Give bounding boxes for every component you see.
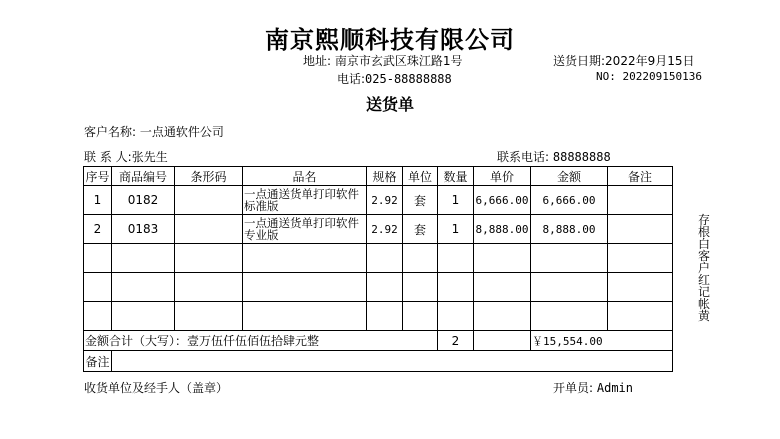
cell-quantity: 1 xyxy=(438,186,474,215)
cell-product-code: 0183 xyxy=(112,215,175,244)
table-row-empty xyxy=(84,302,673,331)
header-amount: 金额 xyxy=(531,167,608,186)
total-amount-in-words: 金额合计（大写）：壹万伍仟伍佰伍拾肆元整 xyxy=(84,331,438,351)
cell-index: 2 xyxy=(84,215,112,244)
cell-unit: 套 xyxy=(403,215,438,244)
cell-unit-price: 8,888.00 xyxy=(474,215,531,244)
header-quantity: 数量 xyxy=(438,167,474,186)
cell-spec: 2.92 xyxy=(367,215,403,244)
cell-amount: 6,666.00 xyxy=(531,186,608,215)
address-label: 地址: xyxy=(303,54,332,68)
total-amount: ￥15,554.00 xyxy=(531,331,673,351)
cell-amount: 8,888.00 xyxy=(531,215,608,244)
order-number-label: NO: xyxy=(596,70,616,83)
phone-line xyxy=(337,70,452,87)
issuer-line xyxy=(553,379,633,396)
table-row xyxy=(84,215,673,244)
cell-product-code: 0182 xyxy=(112,186,175,215)
cell-remark xyxy=(608,186,673,215)
cell-unit: 套 xyxy=(403,186,438,215)
header-barcode: 条形码 xyxy=(175,167,243,186)
contact-value: 张先生 xyxy=(131,150,168,164)
cell-remark xyxy=(608,215,673,244)
header-product-name: 品名 xyxy=(243,167,367,186)
receiver-signature-label: 收货单位及经手人（盖章） xyxy=(84,381,229,395)
remark-value xyxy=(112,351,673,372)
issuer-value: Admin xyxy=(596,381,633,395)
cell-product-name: 一点通送货单打印软件标准版 xyxy=(243,186,367,215)
customer-name-label: 客户名称: xyxy=(84,125,137,139)
cell-barcode xyxy=(175,215,243,244)
cell-spec: 2.92 xyxy=(367,186,403,215)
total-row xyxy=(84,331,673,351)
contact-phone-line xyxy=(497,148,611,165)
cell-index: 1 xyxy=(84,186,112,215)
cell-quantity: 1 xyxy=(438,215,474,244)
header-index: 序号 xyxy=(84,167,112,186)
header-spec: 规格 xyxy=(367,167,403,186)
issuer-label: 开单员: xyxy=(553,381,594,395)
header-remark: 备注 xyxy=(608,167,673,186)
order-number-value: 202209150136 xyxy=(622,70,702,83)
cell-product-name: 一点通送货单打印软件专业版 xyxy=(243,215,367,244)
remark-label: 备注 xyxy=(84,351,112,372)
contact-label: 联 系 人: xyxy=(84,150,132,164)
table-header-row xyxy=(84,167,673,186)
cell-barcode xyxy=(175,186,243,215)
copy-distribution-note: 存根白客户红记帐黄 xyxy=(697,213,710,323)
customer-name-line xyxy=(84,123,224,140)
total-quantity: 2 xyxy=(438,331,474,351)
header-product-code: 商品编号 xyxy=(112,167,175,186)
table-row-empty xyxy=(84,273,673,302)
delivery-date-label: 送货日期: xyxy=(553,54,606,68)
header-unit-price: 单价 xyxy=(474,167,531,186)
delivery-date-value: 2022年9月15日 xyxy=(605,54,695,68)
contact-phone-value: 88888888 xyxy=(552,150,611,164)
table-row xyxy=(84,186,673,215)
table-row-empty xyxy=(84,244,673,273)
customer-name-value: 一点通软件公司 xyxy=(139,125,224,139)
contact-line xyxy=(84,148,168,165)
company-name: 南京熙顺科技有限公司 xyxy=(265,25,515,54)
address-value: 南京市玄武区珠江路1号 xyxy=(334,54,463,68)
document-title: 送货单 xyxy=(365,95,414,114)
delivery-date-line xyxy=(553,52,695,69)
remark-row xyxy=(84,351,673,372)
header-unit: 单位 xyxy=(403,167,438,186)
phone-label: 电话: xyxy=(337,72,366,86)
phone-value: 025-88888888 xyxy=(365,72,452,86)
delivery-table xyxy=(83,166,673,372)
order-number-line xyxy=(596,70,702,83)
cell-unit-price: 6,666.00 xyxy=(474,186,531,215)
contact-phone-label: 联系电话: xyxy=(497,150,550,164)
address-line xyxy=(303,52,463,69)
